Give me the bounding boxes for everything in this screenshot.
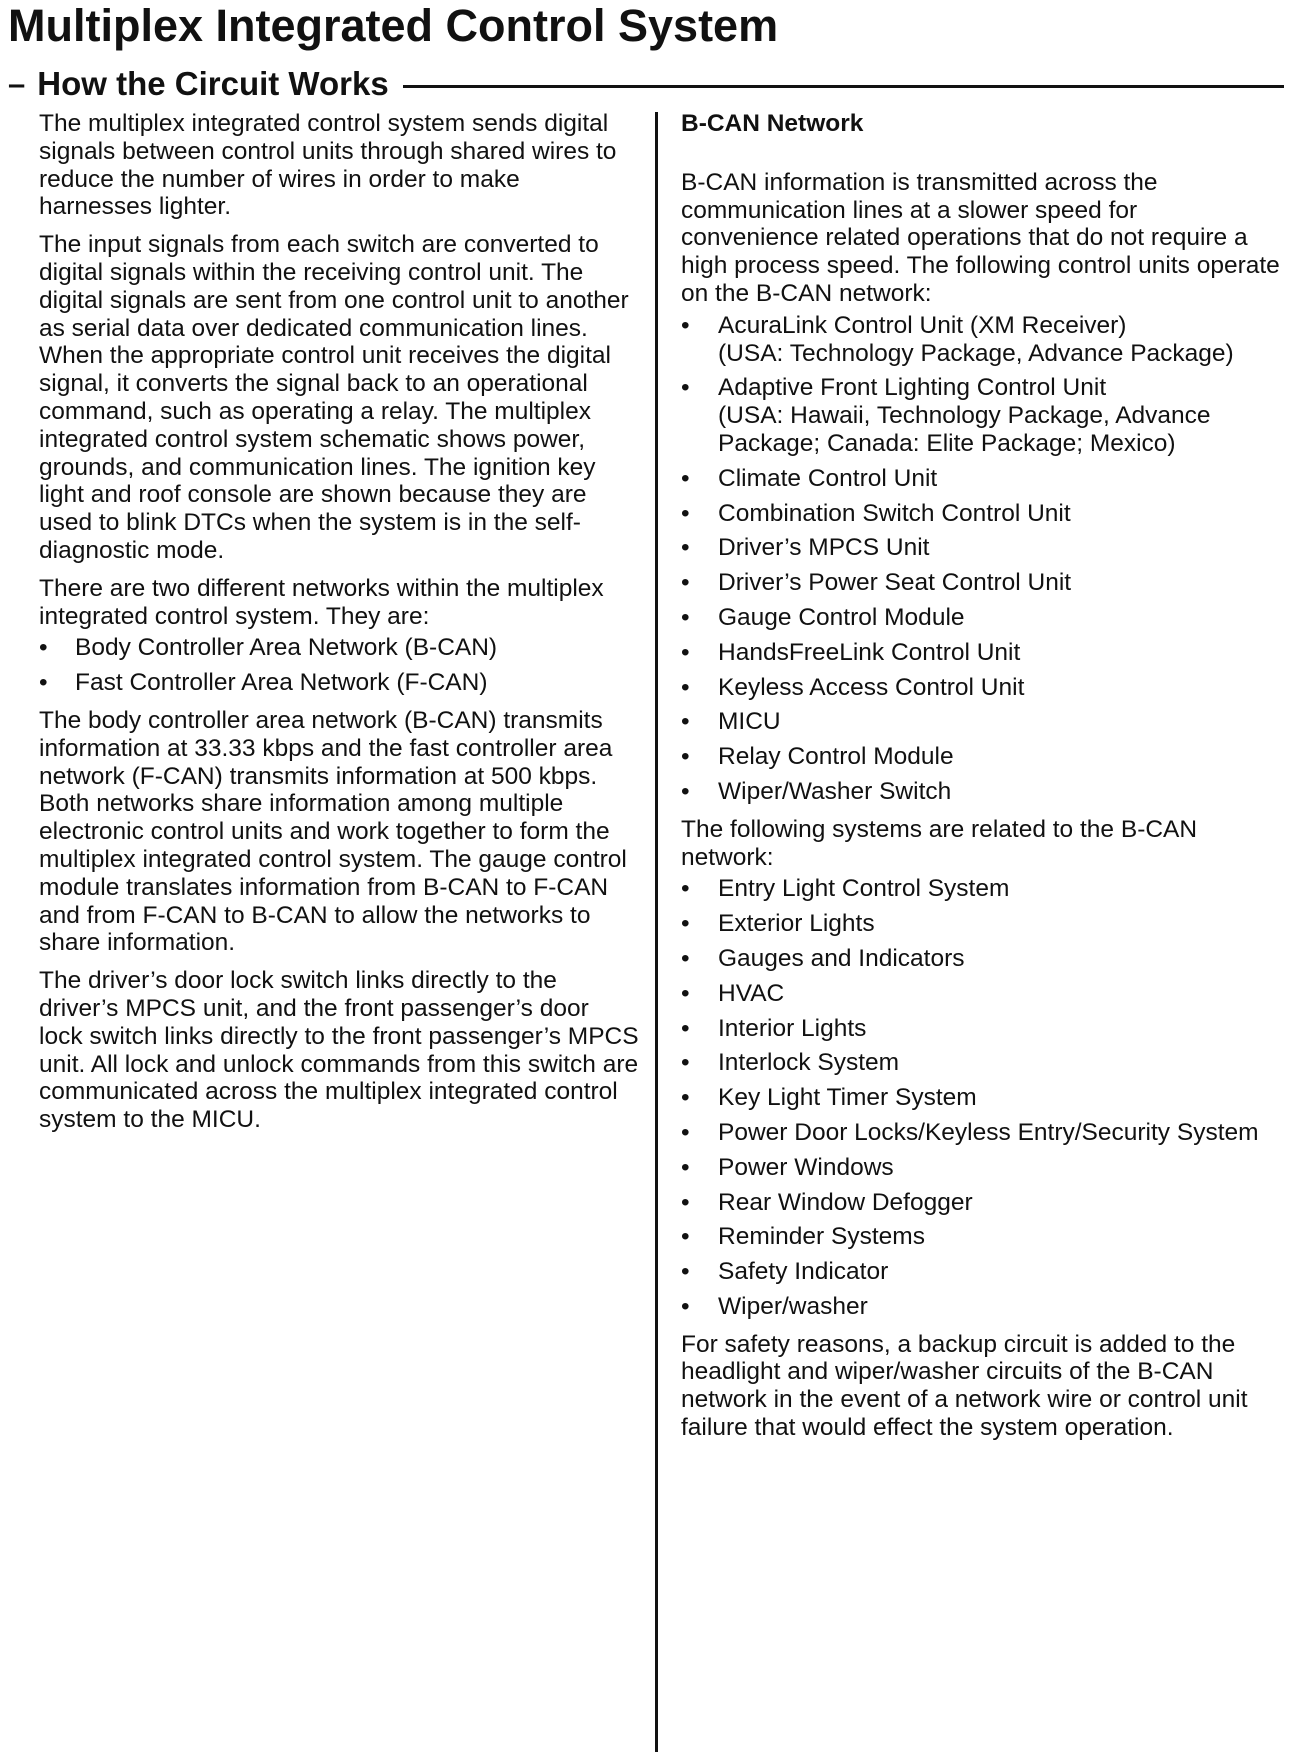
list-item [681,1015,1281,1043]
list-item [39,634,639,662]
bullet: • [681,638,690,666]
paragraph: The body controller area network (B-CAN) transmits information at 33.33 kbps and the fast controller area network (F-CAN) transmits information at 500 kbps. Both networks share information among multiple electronic control units and work together to form the multiplex integrated control system. The gauge control module translates information from B-CAN to F-CAN and from F-CAN to B-CAN to allow the networks to share information. [39,706,627,957]
bullet: • [681,875,690,903]
list-item-text: Combination Switch Control Unit [718,499,1071,527]
bullet: • [681,1153,690,1181]
paragraph: For safety reasons, a backup circuit is added to the headlight and wiper/washer circuits of the B-CAN network in the event of a network wire or control unit failure that would effect the system operation. [681,1330,1248,1442]
bullet: • [681,1223,690,1251]
list-item-note: (USA: Hawaii, Technology Package, Advance Package; Canada: Elite Package; Mexico) [718,402,1211,457]
list-item [39,669,639,697]
paragraph: The driver’s door lock switch links directly to the driver’s MPCS unit, and the front passenger’s door lock switch links directly to the front passenger’s MPCS unit. All lock and unlock commands from this switch are communicated across the multiplex integrated control system to the MICU. [39,967,639,1134]
section-heading [8,62,1284,106]
bullet: • [681,464,690,492]
bullet: • [39,634,48,662]
bullet: • [681,777,690,805]
list-item-text: MICU [718,708,781,736]
paragraph: There are two different networks within the multiplex integrated control system. They are: [39,574,604,630]
bullet: • [681,1188,690,1216]
list-item-text: Climate Control Unit [718,464,938,492]
list-item [681,778,1281,806]
bullet: • [681,534,690,562]
list-item [681,639,1281,667]
list-item-text: Wiper/Washer Switch [718,777,952,805]
right-column [681,110,1281,1452]
list-item-text: Key Light Timer System [718,1084,977,1112]
bullet: • [681,944,690,972]
paragraph: The input signals from each switch are converted to digital signals within the receiving control unit. The digital signals are sent from one control unit to another as serial data over dedicated communication lines. When the appropriate control unit receives the digital signal, it converts the signal back to an operational command, such as operating a relay. The multiplex integrated control system schematic shows power, grounds, and communication lines. The ignition key light and roof console are shown because they are used to blink DTCs when the system is in the self-diagnostic mode. [39,231,629,564]
list-item-text: Wiper/washer [718,1292,868,1320]
list-item [681,1293,1281,1321]
list-item-text: Body Controller Area Network (B-CAN) [75,634,498,662]
paragraph: B-CAN information is transmitted across the communication lines at a slower speed for convenience related operations that do not require a high process speed. The following control units operate on the B-CAN network: [681,168,1280,307]
list-item [681,604,1281,632]
bullet: • [681,979,690,1007]
paragraph: The following systems are related to the B-CAN network: [681,815,1198,871]
list-item [681,945,1281,973]
list-item-text: HVAC [718,979,785,1007]
list-item-text: Entry Light Control System [718,875,1010,903]
list-item-text: Rear Window Defogger [718,1188,973,1216]
list-item [681,500,1281,528]
list-item [681,910,1281,938]
list-item [681,465,1281,493]
heading-dash: – [8,66,26,101]
list-item-text: AcuraLink Control Unit (XM Receiver) [718,311,1127,339]
list-item [681,312,1281,368]
list-item [681,875,1281,903]
list-item-text: Fast Controller Area Network (F-CAN) [75,669,488,697]
bullet: • [39,669,48,697]
paragraph: The multiplex integrated control system sends digital signals between control units through shared wires to reduce the number of wires in order to make harnesses lighter. [39,110,617,221]
bullet: • [681,910,690,938]
list-item [681,534,1281,562]
related-systems-list [681,875,1281,1320]
bullet: • [681,569,690,597]
bullet: • [681,1292,690,1320]
bcan-network-heading: B-CAN Network [681,110,864,137]
bullet: • [681,1258,690,1286]
page-title: Multiplex Integrated Control System [8,0,779,51]
heading-rule [403,85,1284,88]
list-item [681,743,1281,771]
list-item-text: Interior Lights [718,1014,867,1042]
list-item-text: Exterior Lights [718,910,875,938]
list-item-text: Power Door Locks/Keyless Entry/Security System [718,1118,1259,1146]
list-item-text: Keyless Access Control Unit [718,673,1025,701]
section-heading-text: How the Circuit Works [37,65,389,102]
bullet: • [681,374,690,402]
list-item [681,1119,1281,1147]
list-item [681,1258,1281,1286]
list-item [681,980,1281,1008]
left-column [39,110,639,1144]
list-item-text: Gauge Control Module [718,603,965,631]
list-item [681,1223,1281,1251]
list-item-text: Safety Indicator [718,1258,889,1286]
list-item-note: (USA: Technology Package, Advance Package) [718,339,1234,367]
bullet: • [681,311,690,339]
list-item-text: Driver’s Power Seat Control Unit [718,569,1072,597]
bullet: • [681,1118,690,1146]
bullet: • [681,673,690,701]
column-divider [655,112,658,1752]
list-item-text: Power Windows [718,1153,894,1181]
list-item [681,1154,1281,1182]
network-list [39,634,639,697]
bullet: • [681,743,690,771]
list-item [681,569,1281,597]
list-item [681,1189,1281,1217]
list-item [681,1049,1281,1077]
list-item [681,674,1281,702]
list-item-text: Relay Control Module [718,743,954,771]
list-item [681,374,1281,457]
bullet: • [681,499,690,527]
list-item-text: Reminder Systems [718,1223,925,1251]
bullet: • [681,1014,690,1042]
list-item-text: HandsFreeLink Control Unit [718,638,1021,666]
list-item-text: Interlock System [718,1049,900,1077]
bullet: • [681,1084,690,1112]
list-item [681,1084,1281,1112]
list-item-text: Gauges and Indicators [718,944,965,972]
bullet: • [681,603,690,631]
bullet: • [681,1049,690,1077]
list-item-text: Driver’s MPCS Unit [718,534,930,562]
list-item-text: Adaptive Front Lighting Control Unit [718,374,1107,402]
bullet: • [681,708,690,736]
list-item [681,708,1281,736]
control-unit-list [681,312,1281,806]
